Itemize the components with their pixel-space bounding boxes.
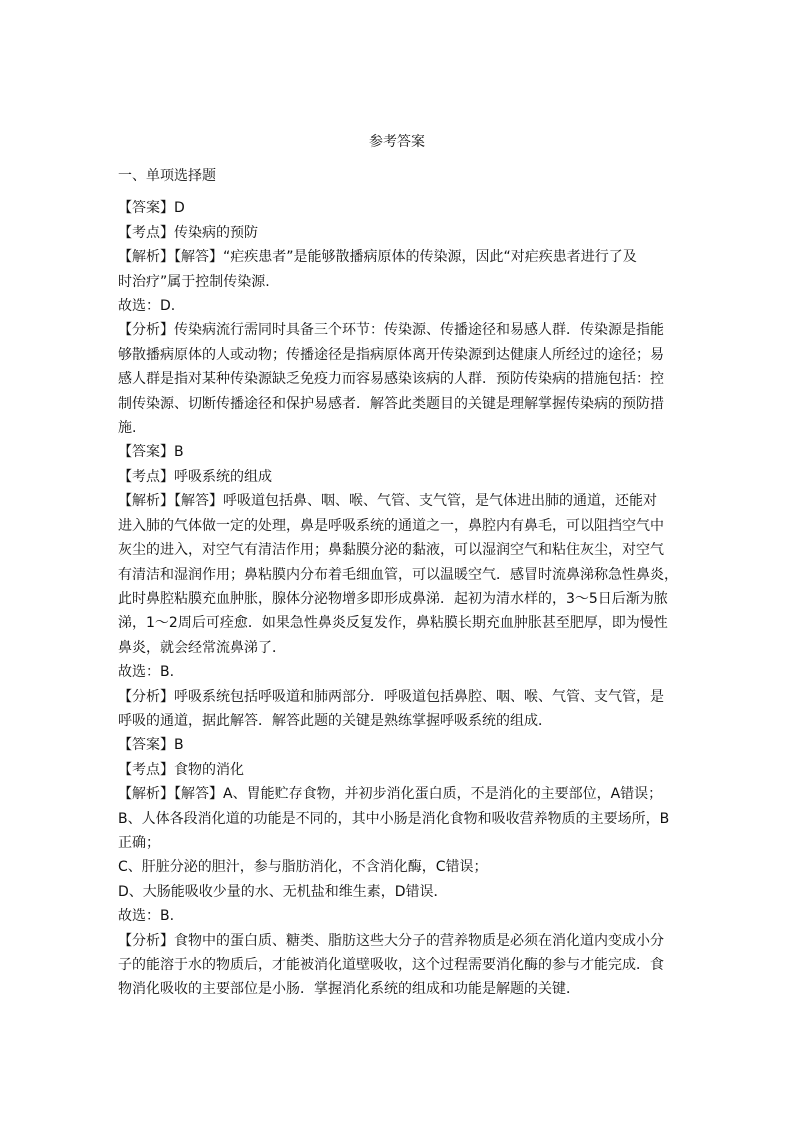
text-line: 施. xyxy=(118,420,137,437)
page-title: 参考答案 xyxy=(369,134,425,150)
text-line: 感人群是指对某种传染源缺乏免疫力而容易感染该病的人群．预防传染病的措施包括：控 xyxy=(118,371,664,388)
text-line: C、肝脏分泌的胆汁，参与脂肪消化，不含消化酶，C错误； xyxy=(118,859,488,876)
text-line: 【考点】食物的消化 xyxy=(118,761,244,778)
text-line: 鼻炎，就会经常流鼻涕了． xyxy=(118,639,286,656)
text-line: 物消化吸收的主要部位是小肠．掌握消化系统的组成和功能是解题的关键． xyxy=(118,981,580,998)
section-heading: 一、单项选择题 xyxy=(118,168,216,184)
answer-content xyxy=(118,164,680,1002)
text-line: B、人体各段消化道的功能是不同的，其中小肠是消化食物和吸收营养物质的主要场所，B xyxy=(118,810,670,827)
text-line: 涕，1～2周后可痊愈．如果急性鼻炎反复发作，鼻粘膜长期充血肿胀甚至肥厚，即为慢性 xyxy=(118,615,668,632)
text-line: 故选：B. xyxy=(118,908,175,925)
text-line: 够散播病原体的人或动物；传播途径是指病原体离开传染源到达健康人所经过的途径；易 xyxy=(118,346,664,363)
text-line: 子的能溶于水的物质后，才能被消化道壁吸收，这个过程需要消化酶的参与才能完成．食 xyxy=(118,957,664,973)
text-line: 【考点】传染病的预防 xyxy=(118,224,258,241)
text-line: D、大肠能吸收少量的水、无机盐和维生素，D错误． xyxy=(118,883,448,900)
text-line: 制传染源、切断传播途径和保护易感者．解答此类题目的关键是理解掌握传染病的预防措 xyxy=(118,395,664,412)
text-line: 时治疗”属于控制传染源. xyxy=(118,273,270,290)
text-line: 【分析】传染病流行需同时具备三个环节：传染源、传播途径和易感人群．传染源是指能 xyxy=(118,322,664,339)
text-line: 【分析】食物中的蛋白质、糖类、脂肪这些大分子的营养物质是必须在消化道内变成小分 xyxy=(118,932,664,949)
text-line: 【解析】【解答】“疟疾患者”是能够散播病原体的传染源，因此“对疟疾患者进行了及 xyxy=(118,249,637,266)
text-line: 进入肺的气体做一定的处理，鼻是呼吸系统的通道之一，鼻腔内有鼻毛，可以阻挡空气中 xyxy=(118,517,664,534)
text-line: 【分析】呼吸系统包括呼吸道和肺两部分．呼吸道包括鼻腔、咽、喉、气管、支气管，是 xyxy=(118,688,664,705)
text-line: 正确； xyxy=(118,834,160,851)
text-line: 【答案】D xyxy=(118,200,185,217)
text-line: 有清洁和湿润作用；鼻粘膜内分布着毛细血管，可以温暖空气．感冒时流鼻涕称急性鼻炎， xyxy=(118,566,678,583)
text-line: 【答案】B xyxy=(118,737,184,754)
text-line: 故选：D. xyxy=(118,298,176,315)
text-line: 呼吸的通道，据此解答．解答此题的关键是熟练掌握呼吸系统的组成． xyxy=(118,712,552,729)
text-line: 【考点】呼吸系统的组成 xyxy=(118,468,272,485)
text-line: 【解析】【解答】A、胃能贮存食物，并初步消化蛋白质，不是消化的主要部位，A错误； xyxy=(118,786,663,803)
text-line: 【答案】B xyxy=(118,444,184,461)
answer-lines xyxy=(118,196,680,1001)
text-line: 【解析】【解答】呼吸道包括鼻、咽、喉、气管、支气管，是气体进出肺的通道，还能对 xyxy=(118,493,657,510)
text-line: 此时鼻腔粘膜充血肿胀，腺体分泌物增多即形成鼻涕．起初为清水样的，3～5日后渐为脓 xyxy=(118,590,668,607)
text-line: 灰尘的进入，对空气有清洁作用；鼻黏膜分泌的黏液，可以湿润空气和粘住灰尘，对空气 xyxy=(118,542,664,559)
text-line: 故选：B. xyxy=(118,664,175,681)
